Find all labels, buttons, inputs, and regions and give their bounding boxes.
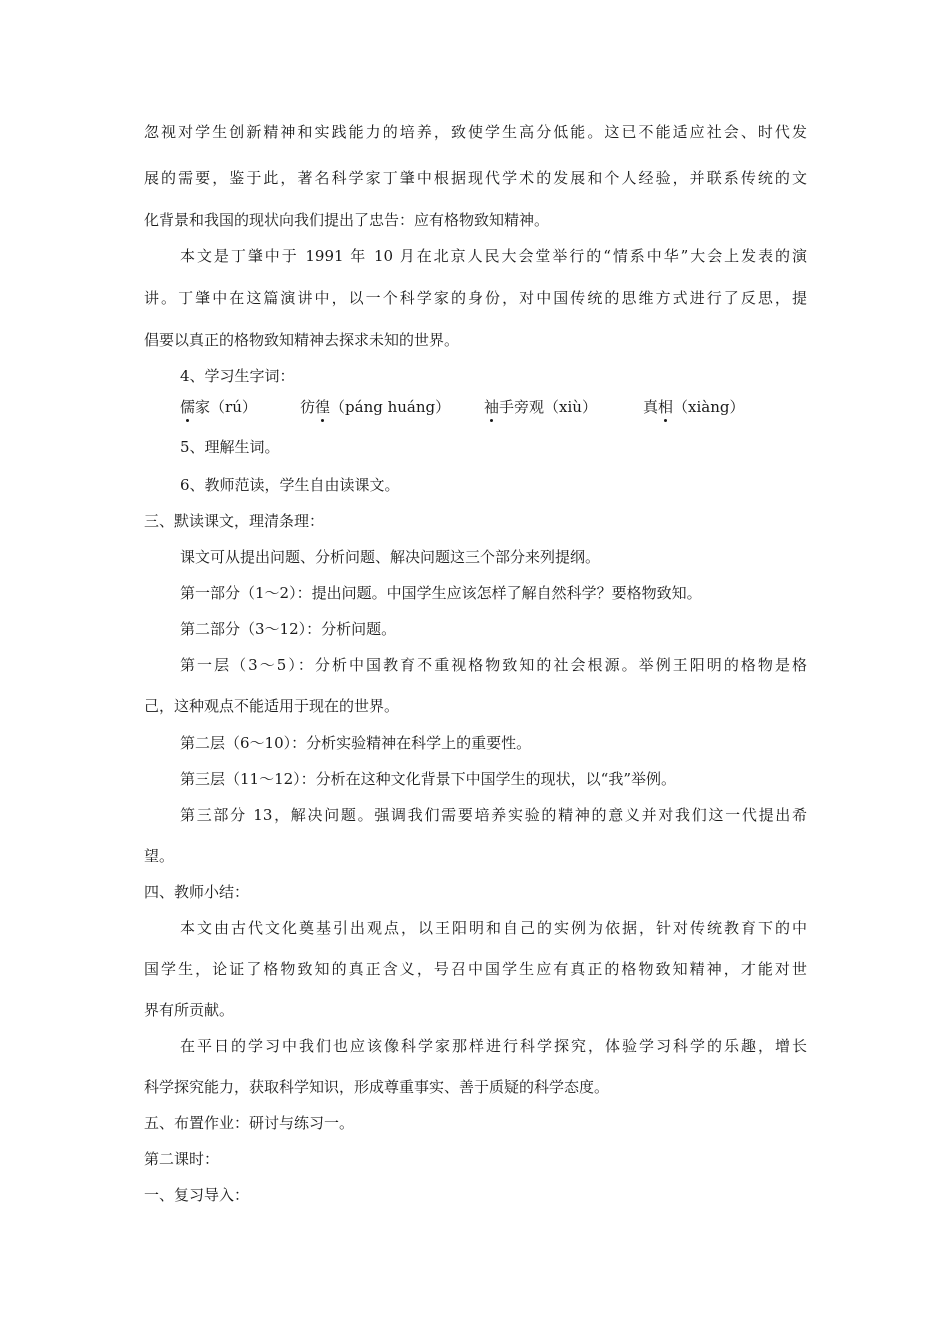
- section-4-heading: 4、学习生字词：: [180, 367, 295, 385]
- paragraph-line: 讲。丁肇中在这篇演讲中，以一个科学家的身份，对中国传统的思维方式进行了反思，提: [144, 289, 807, 307]
- paragraph-line: 第一部分（1～2）：提出问题。中国学生应该怎样了解自然科学？要格物致知。: [180, 584, 702, 602]
- paragraph-line: 望。: [144, 847, 175, 865]
- paragraph-line: 倡要以真正的格物致知精神去探求未知的世界。: [144, 331, 460, 349]
- vocab-item: 真相（xiàng）: [643, 398, 745, 416]
- vocab-item: 彷徨（páng huáng）: [300, 398, 451, 416]
- vocab-item: 袖手旁观（xiù）: [484, 398, 597, 416]
- section-heading: 三、默读课文，理清条理：: [144, 512, 325, 530]
- paragraph-line: 第三层（11～12）：分析在这种文化背景下中国学生的现状，以“我”举例。: [180, 770, 677, 788]
- section-heading: 一、复习导入：: [144, 1186, 250, 1204]
- vocab-item: 儒家（rú）: [180, 398, 257, 416]
- paragraph-line: 界有所贡献。: [144, 1001, 235, 1019]
- emphasis-dot-char: 儒: [180, 398, 196, 416]
- paragraph-line: 第三部分 13，解决问题。强调我们需要培养实验的精神的意义并对我们这一代提出希: [180, 806, 807, 824]
- emphasis-dot-char: 相: [658, 398, 674, 416]
- emphasis-dot-char: 徨: [315, 398, 331, 416]
- paragraph-line: 第二层（6～10）：分析实验精神在科学上的重要性。: [180, 734, 532, 752]
- paragraph-line: 科学探究能力，获取科学知识，形成尊重事实、善于质疑的科学态度。: [144, 1078, 610, 1096]
- paragraph-line: 己，这种观点不能适用于现在的世界。: [144, 697, 400, 715]
- paragraph-line: 在平日的学习中我们也应该像科学家那样进行科学探究，体验学习科学的乐趣，增长: [180, 1037, 807, 1055]
- section-heading: 四、教师小结：: [144, 883, 250, 901]
- paragraph-line: 第二部分（3～12）：分析问题。: [180, 620, 397, 638]
- paragraph-line: 展的需要，鉴于此，著名科学家丁肇中根据现代学术的发展和个人经验，并联系传统的文: [144, 169, 807, 187]
- paragraph-line: 课文可从提出问题、分析问题、解决问题这三个部分来列提纲。: [180, 548, 601, 566]
- paragraph-line: 国学生，论证了格物致知的真正含义，号召中国学生应有真正的格物致知精神，才能对世: [144, 960, 807, 978]
- emphasis-dot-char: 袖: [484, 398, 500, 416]
- paragraph-line: 本文由古代文化奠基引出观点，以王阳明和自己的实例为依据，针对传统教育下的中: [180, 919, 807, 937]
- paragraph-line: 本文是丁肇中于 1991 年 10 月在北京人民大会堂举行的“情系中华”大会上发表的演: [180, 247, 807, 265]
- paragraph-line: 化背景和我国的现状向我们提出了忠告：应有格物致知精神。: [144, 211, 550, 229]
- paragraph-line: 第一层（3～5）：分析中国教育不重视格物致知的社会根源。举例王阳明的格物是格: [180, 656, 807, 674]
- section-5-heading: 5、理解生词。: [180, 438, 280, 456]
- section-heading: 五、布置作业：研讨与练习一。: [144, 1114, 355, 1132]
- paragraph-line: 忽视对学生创新精神和实践能力的培养，致使学生高分低能。这已不能适应社会、时代发: [144, 123, 807, 141]
- lesson-heading: 第二课时：: [144, 1150, 220, 1168]
- section-6-heading: 6、教师范读，学生自由读课文。: [180, 476, 400, 494]
